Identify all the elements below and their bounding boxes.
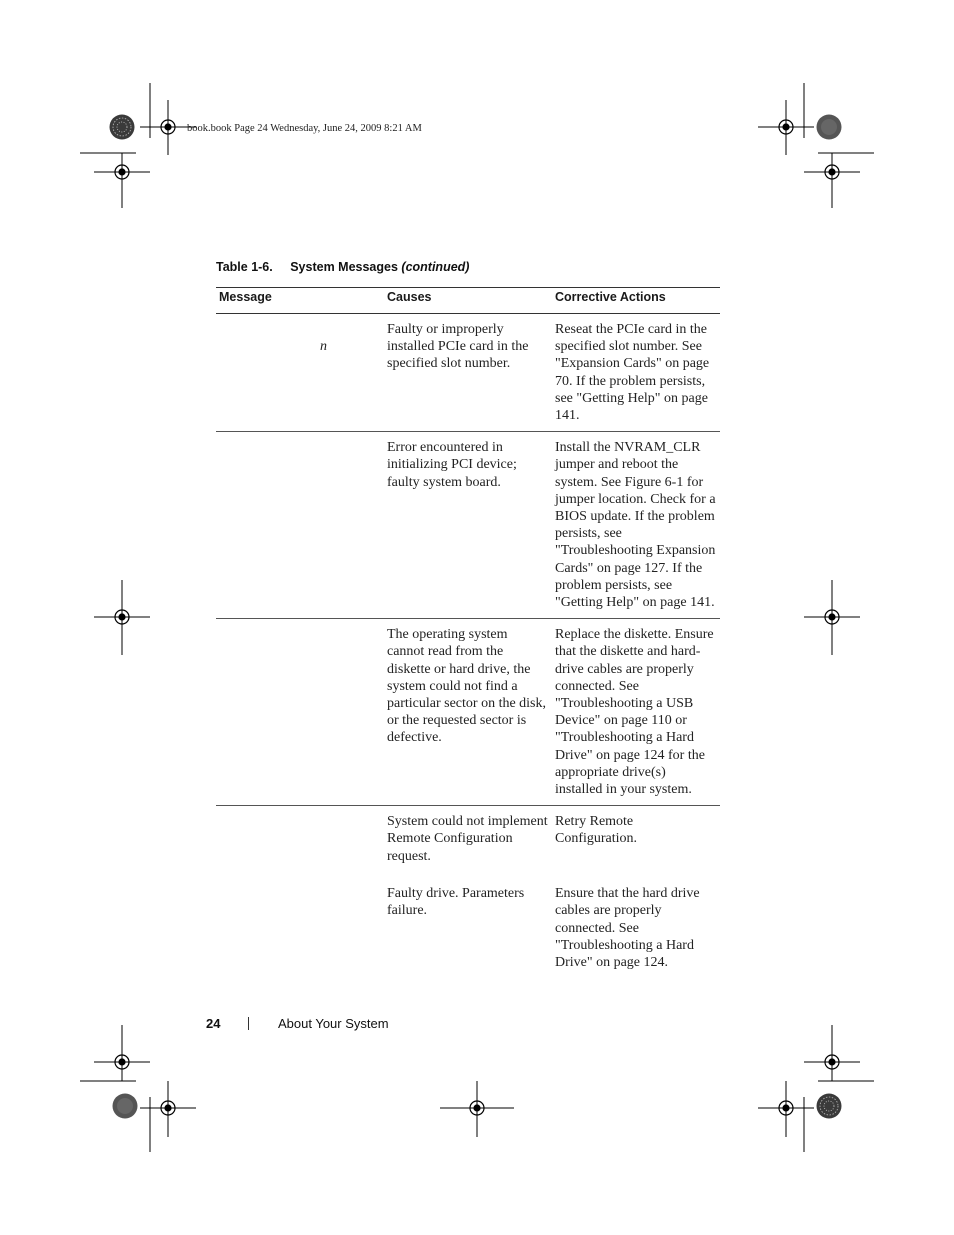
table-row [216, 432, 720, 619]
table-row [216, 619, 720, 806]
footer-section-title: About Your System [278, 1016, 389, 1031]
causes-cell: Faulty or improperly installed PCIe card in the specified slot number. [384, 314, 552, 432]
footer-divider [248, 1017, 249, 1030]
table-number: Table 1-6. [216, 260, 273, 274]
page-number: 24 [206, 1016, 221, 1031]
message-cell [216, 314, 384, 432]
column-header-causes: Causes [384, 288, 552, 314]
actions-cell: Ensure that the hard drive cables are properly connected. See "Troubleshooting a Hard Drive" on page 124. [555, 886, 700, 971]
table-row [216, 806, 720, 879]
actions-cell: Replace the diskette. Ensure that the diskette and hard-drive cables are properly connected. See "Troubleshooting a USB Device" on page 110 or "Troubleshooting a Hard Drive" on page 124 for the appropriate drive(s) installed in your system. [552, 619, 720, 806]
table-row [216, 314, 720, 432]
causes-cell: Error encountered in initializing PCI device; faulty system board. [384, 432, 552, 619]
column-header-corrective-actions: Corrective Actions [552, 288, 720, 314]
table-header-row [216, 288, 720, 314]
table-continued: (continued) [401, 260, 470, 274]
message-cell [216, 619, 384, 806]
causes-cell: The operating system cannot read from the diskette or hard drive, the system could not find a particular sector on the disk, or the requested sector is defective. [384, 619, 552, 806]
print-header-stamp: book.book Page 24 Wednesday, June 24, 2009 8:21 AM [187, 123, 422, 134]
system-messages-table [216, 287, 720, 978]
table-row [216, 878, 720, 978]
actions-cell: Reseat the PCIe card in the specified slot number. See "Expansion Cards" on page 70. If the problem persists, see "Getting Help" on page 141. [552, 314, 720, 432]
message-cell [216, 878, 384, 978]
message-cell [216, 432, 384, 619]
causes-cell: System could not implement Remote Configuration request. [387, 814, 548, 864]
actions-cell: Install the NVRAM_CLR jumper and reboot the system. See Figure 6-1 for jumper location. Check for a BIOS update. If the problem persists, see "Troubleshooting Expansion Cards" on page 127. If the problem persists, see "Getting Help" on page 141. [552, 432, 720, 619]
message-variable: n [320, 339, 327, 354]
table-title: System Messages [290, 260, 398, 274]
table-caption [216, 260, 469, 274]
message-cell [216, 806, 384, 879]
actions-cell: Retry Remote Configuration. [555, 814, 638, 847]
column-header-message: Message [216, 288, 384, 314]
causes-cell: Faulty drive. Parameters failure. [387, 886, 525, 919]
